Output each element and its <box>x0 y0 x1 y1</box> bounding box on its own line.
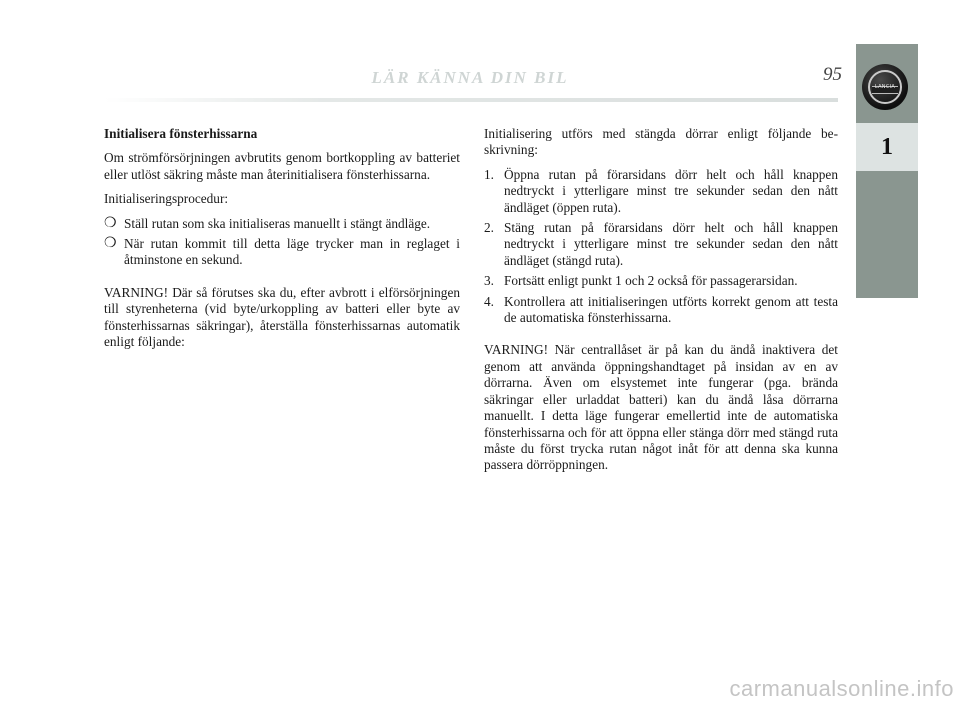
step-number: 3. <box>484 273 494 289</box>
section-heading: Initialisera fönsterhissarna <box>104 126 258 141</box>
step-number: 4. <box>484 293 494 309</box>
step-number: 1. <box>484 166 494 182</box>
procedure-label: Initialiseringsprocedur: <box>104 191 229 207</box>
header-divider <box>104 98 838 102</box>
bullet-icon: ❍ <box>104 215 117 231</box>
list-item <box>484 167 838 216</box>
list-item-text: Ställ rutan som ska initialiseras manuellt i stängt ändläge. <box>124 215 431 231</box>
logo-lettering: LANCIA <box>874 84 896 90</box>
intro-paragraph: Om strömförsörjningen avbrutits genom bortkoppling av batteriet eller utlöst säkring måste man återinitialisera fönsterhissarna. <box>104 150 460 182</box>
list-item <box>484 294 838 327</box>
step-number: 2. <box>484 220 494 236</box>
list-item <box>484 220 838 269</box>
step-text: Kontrollera att initialiseringen utförts korrekt genom att testa de automatiska fönsterhissarna. <box>504 293 838 326</box>
left-column <box>104 126 460 358</box>
step-text: Stäng rutan på förarsidans dörr helt och håll knappen nedtryckt i ytterligare minst tre sekunder sedan den nått ändläget (stängd ruta). <box>504 220 838 268</box>
right-column <box>484 126 838 482</box>
intro-paragraph: Initialisering utförs med stängda dörrar enligt följande beskrivning: <box>484 126 838 158</box>
lancia-logo-icon <box>862 64 908 110</box>
watermark-link[interactable]: carmanualsonline.info <box>729 676 954 701</box>
warning-paragraph: VARNING! När centrallåset är på kan du ändå inaktivera det genom att använda öppningshandtaget på insidan av en av dörrarna. Även om elsystemet inte fungerar (pga. brända säkringar eller urladdat batteri) kan du ändå låsa dörrarna manuellt. I detta läge fungerar emellertid inte de automatiska fönsterhissarna och för att öppna eller stänga dörr med stängd ruta måste du först trycka rutan något inåt för att denna ska kunna passera dörröppningen. <box>484 342 838 473</box>
running-header-title: LÄR KÄNNA DIN BIL <box>371 68 569 87</box>
list-item <box>104 236 460 269</box>
list-item <box>484 273 838 289</box>
list-item-text: När rutan kommit till detta läge trycker man in reglaget i åtminstone en sekund. <box>124 236 460 268</box>
chapter-tab[interactable]: 1 <box>856 123 918 171</box>
warning-paragraph: VARNING! Där så förutses ska du, efter avbrott i elförsörjningen till styrenheterna (vid byte/urkoppling av batteri eller byte av fönsterhissarnas säkringar), återställa fönsterhissarnas automatik enligt följande: <box>104 284 460 350</box>
bullet-icon: ❍ <box>104 236 117 252</box>
step-text: Öppna rutan på förarsidans dörr helt och håll knappen nedtryckt i ytterligare minst tre sekunder sedan den nått ändläget (öppen ruta). <box>504 166 838 215</box>
list-item <box>104 216 460 232</box>
step-text: Fortsätt enligt punkt 1 och 2 också för passagerarsidan. <box>504 273 798 289</box>
logo-shield <box>868 70 902 104</box>
page-number: 95 <box>823 64 842 85</box>
